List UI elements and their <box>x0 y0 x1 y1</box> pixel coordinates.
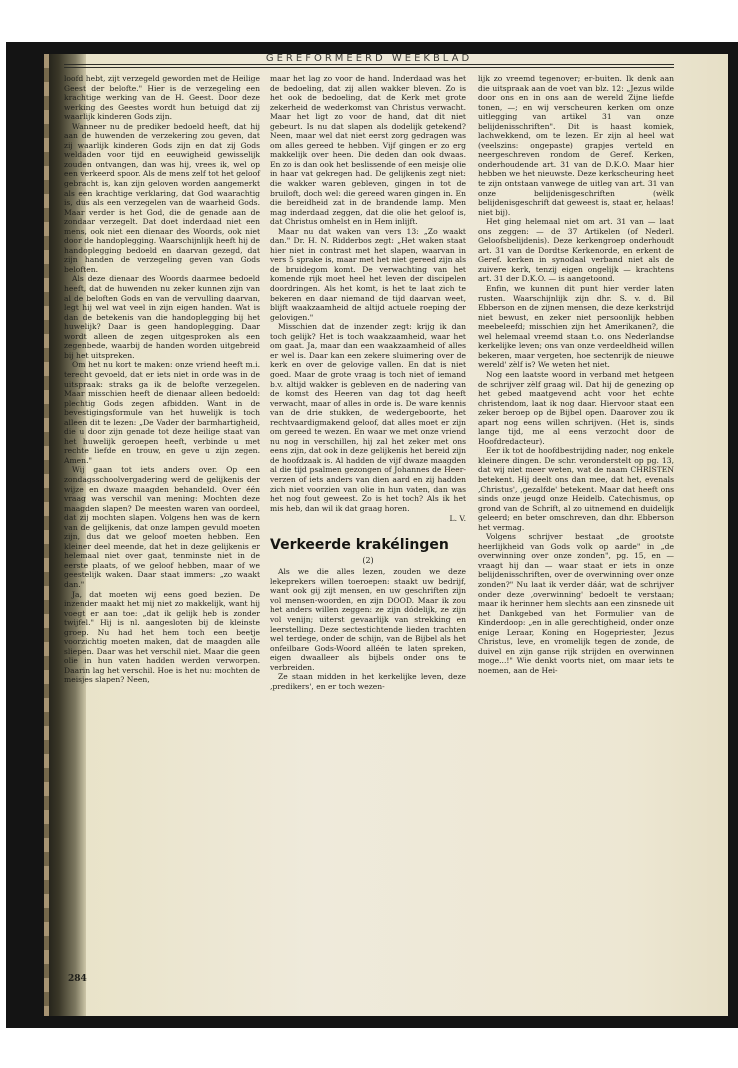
column-3-paragraph: lijk zo vreemd tegenover; er-buiten. Ik denk aan die uitspraak aan de voet van blz. 12: „Jezus wilde door ons en in ons aan de wereld Zijne liefde tonen, —; en wij verscheuren kerken om onze uitlegging van artikel 31 van onze belijdenisschriften". Dit is haast komiek, lachwekkend, om te lezen. Er zijn al heel wat (veelszins: ongepaste) grapjes verteld en neergeschreven rondom de Geref. Kerken, onderhoudende art. 31 van de D.K.O. Maar hier hebben we het nieuwste. Deze kerkscheuring heet te zijn ontstaan vanwege de uitleg van art. 31 van onze belijdenisgeschriften (wèlk belijdenisgeschrift dat geweest is, staat er, helaas! niet bij). <box>478 74 674 217</box>
column-3 <box>478 74 674 675</box>
column-2-paragraph: Maar nu dat waken van vers 13: „Zo waakt dan." Dr. H. N. Ridderbos zegt: „Het waken staat hier niet in contrast met het slapen, waarvan in vers 5 sprake is, maar met het niet gereed zijn als de bruidegom komt. De verwachting van het komende rijk moet heel het leven der discipelen doordringen. Als het komt, is het te laat zich te bekeren en daar niemand de tijd daarvan weet, blijft waakzaamheid de altijd actuele roeping der gelovigen." <box>270 226 466 322</box>
column-3-paragraph: Enfin, we kunnen dit punt hier verder laten rusten. Waarschijnlijk zijn dhr. S. v. d. Bil Ebberson en de zijnen mensen, die deze kerkstrijd niet bewust, en zeker niet persoonlijk hebben meebeleefd; misschien zijn het Amerikanen?, die wel helemaal vreemd staan t.o. ons Nederlandse kerkelijke leven; ons van onze verdeeldheid willen bekeren, maar vergeten, hoe sectenrijk de nieuwe wereld' zèlf is? We weten het niet. <box>478 284 674 370</box>
column-3-paragraph: Nog een laatste woord in verband met hetgeen de schrijver zèlf graag wil. Dat hij de genezing op het gebed maatgevend acht voor het echte christendom, laat ik nog daar. Hiervoor staat een zeker beroep op de Bijbel open. Daarover zou ik apart nog eens willen schrijven. (Het is, sinds lange tijd, me al eens verzocht door de Hoofdredacteur). <box>478 369 674 446</box>
binding-tab-strip <box>44 54 49 1016</box>
column-1-paragraph: loofd hebt, zijt verzegeld geworden met de Heilige Geest der belofte." Hier is de verzegeling een krachtige werking van de H. Geest. Door deze werking des Geestes wordt hun betuigd dat zij waarlijk kinderen Gods zijn. <box>64 74 260 122</box>
column-2-paragraph: maar het lag zo voor de hand. Inderdaad was het de bedoeling, dat zij allen wakker bleven. Zo is het ook de bedoeling, dat de Kerk met grote zekerheid de wederkomst van Christus verwacht. Maar het ligt zo voor de hand, dat dit niet gebeurt. Is nu dat slapen als dodelijk getekend? Neen, maar wel dat niet eerst zorg gedragen was om alles gereed te hebben. Vijf gingen er zo erg makkelijk over heen. Die deden dan ook dwaas. En zo is dan ook het beslissende of een meisje olie in haar vat gekregen had. De gelijkenis zegt niet: die wakker waren gebleven, gingen in tot de bruiloft, doch wel: die gereed waren gingen in. En die bereidheid zat in de brandende lamp. Men mag inderdaad zeggen, dat die olie het geloof is, dat Christus omhelst en in Hem inlijft. <box>270 74 466 227</box>
column-2-paragraph: Als we die alles lezen, zouden we deze lekeprekers willen toeroepen: staakt uw bedrijf, want ook gij zijt mensen, en uw geschriften zijn vol mensen-woorden, en zijn DOOD. Maar ik zou het anders willen zeggen: ze zijn dódelijk, ze zijn vol venijn; uiterst gevaarlijk van strekking en leerstelling. Deze sectestichtende lieden trachten wel terdege, onder de schijn, van de Bijbel als het onfeilbare Gods-Woord alléén te laten spreken, eigen dwaalleer als bijbels onder ons te verbreiden. <box>270 567 466 672</box>
column-2-paragraph: Misschien dat de inzender zegt: krijg ik dan toch gelijk? Het is toch waakzaamheid, waar het om gaat. Ja, maar dan een waakzaamheid of alles er wel is. Daar kan een zekere sluimering over de kerk en over de gelovige vallen. En dat is niet goed. Maar de grote vraag is toch niet of iemand b.v. altijd wakker is gebleven en de nadering van de komst des Heeren van dag tot dag heeft verwacht, maar of alles in orde is. De ware kennis van de drie stukken, de wedergeboorte, het rechtvaardigmakend geloof, dat alles moet er zijn om gereed te wezen. En waar we met onze vriend nu nog in verschillen, hij zal het zeker met ons eens zijn, dat ook in deze gelijkenis het bereid zijn de hoofdzaak is. Al hadden de vijf dwaze maagden al die tijd psalmen gezongen of Johannes de Heer-verzen of iets anders van dien aard en zij hadden zich niet voorzien van olie in hun vaten, dan was het nog fout geweest. Zo is het toch? Als ik het mis heb, dan wil ik dat graag horen. <box>270 322 466 513</box>
column-3-paragraph: Het ging helemaal niet om art. 31 van — laat ons zeggen: — de 37 Artikelen (of Nederl. Geloofsbelijdenis). Deze kerkengroep onderhoudt art. 31 van de Dordtse Kerkenorde, en erkent de Geref. kerken in synodaal verband niet als de zuivere kerk, tenzij eigen ongelijk — krachtens art. 31 der D.K.O. — is aangetoond. <box>478 217 674 284</box>
column-1-paragraph: Wanneer nu de prediker bedoeld heeft, dat hij aan de huwenden de verzekering zou geven, dat zij waarlijk kinderen Gods zijn en dat zij Gods weldaden voor tijd en eeuwigheid gewisselijk zouden ontvangen, dan was hij, vrees ik, wel op een verkeerd spoor. Als de mens zelf tot het geloof gebracht is, kan zijn geloven worden aangemerkt als een krachtige verklaring, dat God waarachtig is, dus als een verzegelen van de waarheid Gods. Maar verder is het God, die de genade aan de zondaar verzegelt. Dat doet inderdaad niet een mens, ook niet een dienaar des Woords, ook niet door de handoplegging. Waarschijnlijk heeft hij de handoplegging bedoeld en daarvan gezegd, dat zijn handen de verzegeling geven van Gods beloften. <box>64 121 260 274</box>
column-1-paragraph: Ja, dat moeten wij eens goed bezien. De inzender maakt het mij niet zo makkelijk, want hij voegt er aan toe: „dat ik gelijk heb is zonder twijfel." Hij is nl. aangesloten bij de kleinste groep. Nu had het hem toch een beetje voorzichtig moeten maken, dat de maagden alle sliepen. Daar was het verschil niet. Maar die geen olie in hun vaten hadden werden verworpen. Daarin lag het verschil. Hoe is het nu: mochten de meisjes slapen? Neen, <box>64 589 260 685</box>
masthead-title: GEREFORMEERD WEEKBLAD <box>265 53 473 64</box>
masthead-rule-thin <box>64 67 674 68</box>
article-part-number: (2) <box>362 555 374 565</box>
column-1-paragraph: Als deze dienaar des Woords daarmee bedoeld heeft, dat de huwenden nu zeker kunnen zijn van al de beloften Gods en van de vervulling daarvan, legt hij wel wat veel in zijn eigen handen. Wat is dan de betekenis van die handoplegging bij het huwelijk? Daar is geen handoplegging. Daar wordt alleen de zegen uitgesproken als een zegenbede, waarbij de handen worden uitgebreid bij het uitspreken. <box>64 274 260 360</box>
author-signature: L. V. <box>449 514 466 524</box>
article-heading: Verkeerde krakélingen <box>270 536 449 553</box>
column-1 <box>64 74 260 685</box>
column-2 <box>270 74 466 691</box>
column-1-paragraph: Om het nu kort te maken: onze vriend heeft m.i. terecht gevoeld, dat er iets niet in orde was in de uitspraak: straks ga ik de belofte verzegelen. Maar misschien heeft de dienaar alleen bedoeld: plechtig Gods zegen afbidden. Want in de bevestigingsformule van het huwelijk is toch alleen dit te lezen: „De Vader der barmhartigheid, die u door zijn genade tot deze heilige staat van het huwelijk geroepen heeft, verbinde u met rechte liefde en trouw, en geve u zijn zegen. Amen." <box>64 360 260 465</box>
column-3-paragraph: Volgens schrijver bestaat „de grootste heerlijkheid van Gods volk op aarde" in „de overwinning over onze zonden", pg. 15, en — vraagt hij dan — waar staat er iets in onze belijdenisschriften, over de overwinning over onze zonden?" Nu laat ik verder dáár, wat de schrijver onder deze ‚overwinning' bedoelt te verstaan; maar ik herinner hem slechts aan een zinsnede uit het Dankgebed van het Formulier van de Kinderdoop: „en in alle gerechtigheid, onder onze enige Leraar, Koning en Hogepriester, Jezus Christus, leve, en vromelijk tegen de zonde, de duivel en zijn ganse rijk strijden en overwinnen moge...!" Wie denkt voorts niet, om maar iets te noemen, aan de Hei- <box>478 532 674 675</box>
page-number: 284 <box>68 974 87 984</box>
column-3-paragraph: Eer ik tot de hoofdbestrijding nader, nog enkele kleinere dingen. De schr. veronderstelt op pg. 13, dat wij niet meer weten, wat de naam CHRISTEN betekent. Hij deelt ons dan mee, dat het, evenals ‚Christus', ‚gezalfde' betekent. Maar dat heeft ons sinds onze jeugd onze Heidelb. Catechismus, op grond van de Schrift, al zo uitnemend en duidelijk geleerd; en beter omschreven, dan dhr. Ebberson het vermag. <box>478 446 674 532</box>
masthead <box>64 46 674 76</box>
column-1-paragraph: Wij gaan tot iets anders over. Op een zondagsschoolvergadering werd de gelijkenis der wijze en dwaze maagden behandeld. Over één vraag was verschil van mening: Mochten deze maagden slapen? De meesten waren van oordeel, dat zij mochten slapen. Volgens hen was de kern van de gelijkenis, dat onze lampen gevuld moeten zijn, dus dat we geloof moeten hebben. Een kleiner deel meende, dat het in deze gelijkenis er helemaal niet over gaat, tenminste niet in de eerste plaats, of we geloof hebben, maar of we geestelijk waken. Daar staat immers: „zo waakt dan." <box>64 465 260 589</box>
masthead-rule <box>64 64 674 65</box>
column-2-paragraph: Ze staan midden in het kerkelijke leven, deze ‚predikers', en er toch wezen- <box>270 672 466 691</box>
